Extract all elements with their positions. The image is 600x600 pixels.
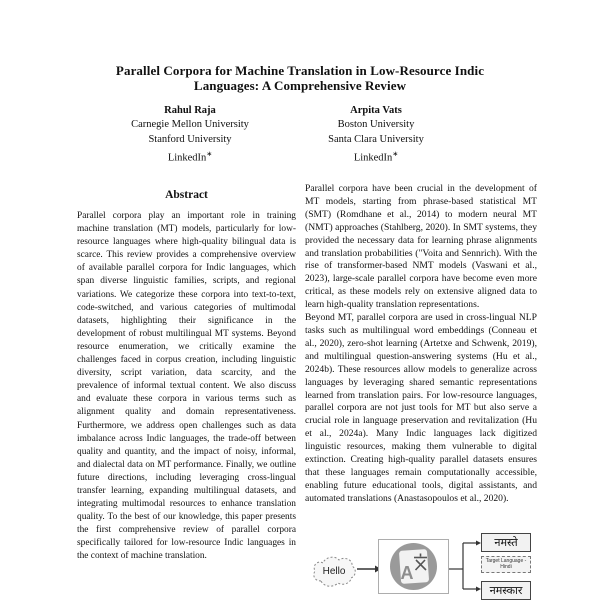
translation-figure [305,528,537,600]
translate-icon-letter: A [400,563,414,583]
target-language-label: Target Language - Hindi [481,556,531,573]
author-name: Arpita Vats [350,105,402,116]
cloud-text: Hello [322,566,346,577]
affiliation-mark: ∗ [206,150,213,159]
intro-paragraph-2: Beyond MT, parallel corpora are used in cross-lingual NLP tasks such as multilingual word embeddings (Conneau et al., 2020), zero-shot learning (Artetxe and Schwenk, 2019), and multilingual question-answering systems (Hu et al., 2024b). These resources allow models to generalize across languages by leveraging shared semantic representations learned from translation pairs. For low-resource languages, parallel corpora are not just tools for MT but also serve a crucial role in language preservation and revitalization (Hu et al., 2024a). Many Indic languages lack digitized linguistic resources, making them vulnerable to digital extinction. Creating high-quality parallel datasets ensures that these languages remain computationally accessible, enabling future educational tools, digital assistants, and automated translations (Anastasopoulos et al., 2020). [305,312,537,504]
speech-cloud [309,551,359,589]
output-box-namaskar: नमस्कार [481,581,531,600]
paper-title: Parallel Corpora for Machine Translation in Low-Resource Indic Languages: A Comprehensive Review [115,63,485,93]
abstract-heading: Abstract [165,189,208,201]
left-column [77,189,296,600]
connector-lines [447,536,483,596]
author-affiliation: Boston University [337,119,415,131]
author-affiliation: Santa Clara University [328,133,424,145]
translate-box [378,539,449,594]
author-affiliation: Carnegie Mellon University [131,119,249,131]
output-box-namaste: नमस्ते [481,533,531,552]
author-block-2 [296,104,456,166]
translate-icon [379,540,448,593]
right-column [305,183,537,524]
author-name: Rahul Raja [164,105,216,116]
abstract-text: Parallel corpora play an important role in training machine translation (MT) models, particularly for low-resource languages where high-quality bilingual data is scarce. This review provides a comprehensive overview of available parallel corpora for Indic languages, which span diverse linguistic families, scripts, and regional variations. We categorize these corpora into text-to-text, code-switched, and various categories of multimodal datasets, highlighting their significance in the development of robust multilingual MT systems. Beyond resource enumeration, we critically examine the challenges faced in corpus creation, including linguistic diversity, script variation, data scarcity, and the prevalence of informal textual content. We also discuss and evaluate these corpora in various terms such as alignment quality and domain representativeness. Furthermore, we address open challenges such as data imbalance across Indic languages, the trade-off between quality and quantity, and the impact of noisy, informal, and dialectal data on MT performance. Finally, we outline future directions, including leveraging cross-lingual transfer learning, expanding multilingual datasets, and integrating multimodal resources to enhance translation quality. To the best of our knowledge, this paper presents the first comprehensive review of parallel corpora specifically tailored for low-resource Indic languages in the context of machine translation. [77,211,296,562]
author-block-1 [110,104,270,166]
author-affiliation: LinkedIn∗ [167,150,213,164]
affiliation-mark: ∗ [392,150,399,159]
author-affiliation: Stanford University [148,133,232,145]
author-affiliation: LinkedIn∗ [353,150,399,164]
intro-paragraph-1: Parallel corpora have been crucial in the development of MT models, starting from phrase-based statistical MT (SMT) (Romdhane et al., 2014) to modern neural MT (NMT) approaches (Stahlberg, 2020). In SMT systems, they provided the necessary data for learning phrase alignments and translation probabilities ("Voita and Sennrich). With the rise of transformer-based NMT models (Vaswani et al., 2023), large-scale parallel corpora have become even more critical, as these models rely on extensive aligned data to learn high-quality translation representations. [305,183,537,311]
